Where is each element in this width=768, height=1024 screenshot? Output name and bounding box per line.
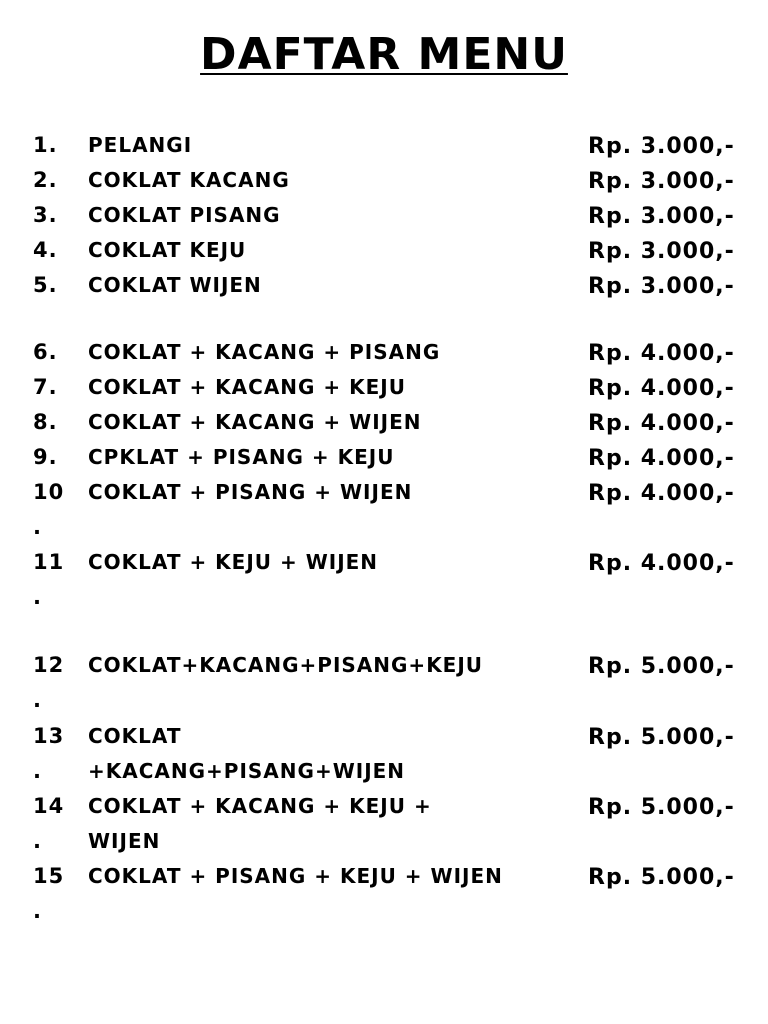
item-number: 15 . — [33, 864, 65, 923]
item-price: Rp. 5.000,- — [588, 654, 735, 679]
item-name: CPKLAT + PISANG + KEJU — [88, 445, 395, 469]
item-name: COKLAT + KACANG + KEJU — [88, 375, 406, 399]
item-name: COKLAT PISANG — [88, 203, 281, 227]
item-name: COKLAT + KEJU + WIJEN — [88, 550, 379, 574]
item-name: COKLAT KEJU — [88, 238, 247, 262]
item-price: Rp. 3.000,- — [588, 204, 735, 229]
item-number: 14 . — [33, 794, 65, 853]
item-name: PELANGI — [88, 133, 193, 157]
item-name: COKLAT +KACANG+PISANG+WIJEN — [88, 724, 406, 783]
item-name: COKLAT + KACANG + WIJEN — [88, 410, 422, 434]
item-price: Rp. 4.000,- — [588, 411, 735, 436]
item-name: COKLAT KACANG — [88, 168, 290, 192]
item-price: Rp. 5.000,- — [588, 725, 735, 750]
item-number: 3. — [33, 203, 58, 227]
item-number: 8. — [33, 410, 58, 434]
item-name: COKLAT WIJEN — [88, 273, 262, 297]
item-number: 12 . — [33, 653, 65, 712]
item-price: Rp. 4.000,- — [588, 341, 735, 366]
item-price: Rp. 4.000,- — [588, 376, 735, 401]
item-name: COKLAT + KACANG + PISANG — [88, 340, 441, 364]
item-price: Rp. 5.000,- — [588, 795, 735, 820]
item-price: Rp. 3.000,- — [588, 274, 735, 299]
item-number: 11 . — [33, 550, 65, 609]
item-number: 1. — [33, 133, 58, 157]
item-number: 4. — [33, 238, 58, 262]
item-price: Rp. 4.000,- — [588, 551, 735, 576]
page-title-text: DAFTAR MENU — [200, 29, 568, 80]
item-number: 7. — [33, 375, 58, 399]
item-name: COKLAT + KACANG + KEJU + WIJEN — [88, 794, 432, 853]
item-price: Rp. 3.000,- — [588, 239, 735, 264]
item-price: Rp. 4.000,- — [588, 481, 735, 506]
item-price: Rp. 3.000,- — [588, 134, 735, 159]
item-name: COKLAT + PISANG + KEJU + WIJEN — [88, 864, 503, 888]
item-price: Rp. 4.000,- — [588, 446, 735, 471]
item-number: 6. — [33, 340, 58, 364]
item-number: 9. — [33, 445, 58, 469]
item-name: COKLAT + PISANG + WIJEN — [88, 480, 413, 504]
item-number: 10 . — [33, 480, 65, 539]
item-name: COKLAT+KACANG+PISANG+KEJU — [88, 653, 484, 677]
item-number: 2. — [33, 168, 58, 192]
item-price: Rp. 5.000,- — [588, 865, 735, 890]
item-price: Rp. 3.000,- — [588, 169, 735, 194]
item-number: 5. — [33, 273, 58, 297]
item-number: 13 . — [33, 724, 65, 783]
